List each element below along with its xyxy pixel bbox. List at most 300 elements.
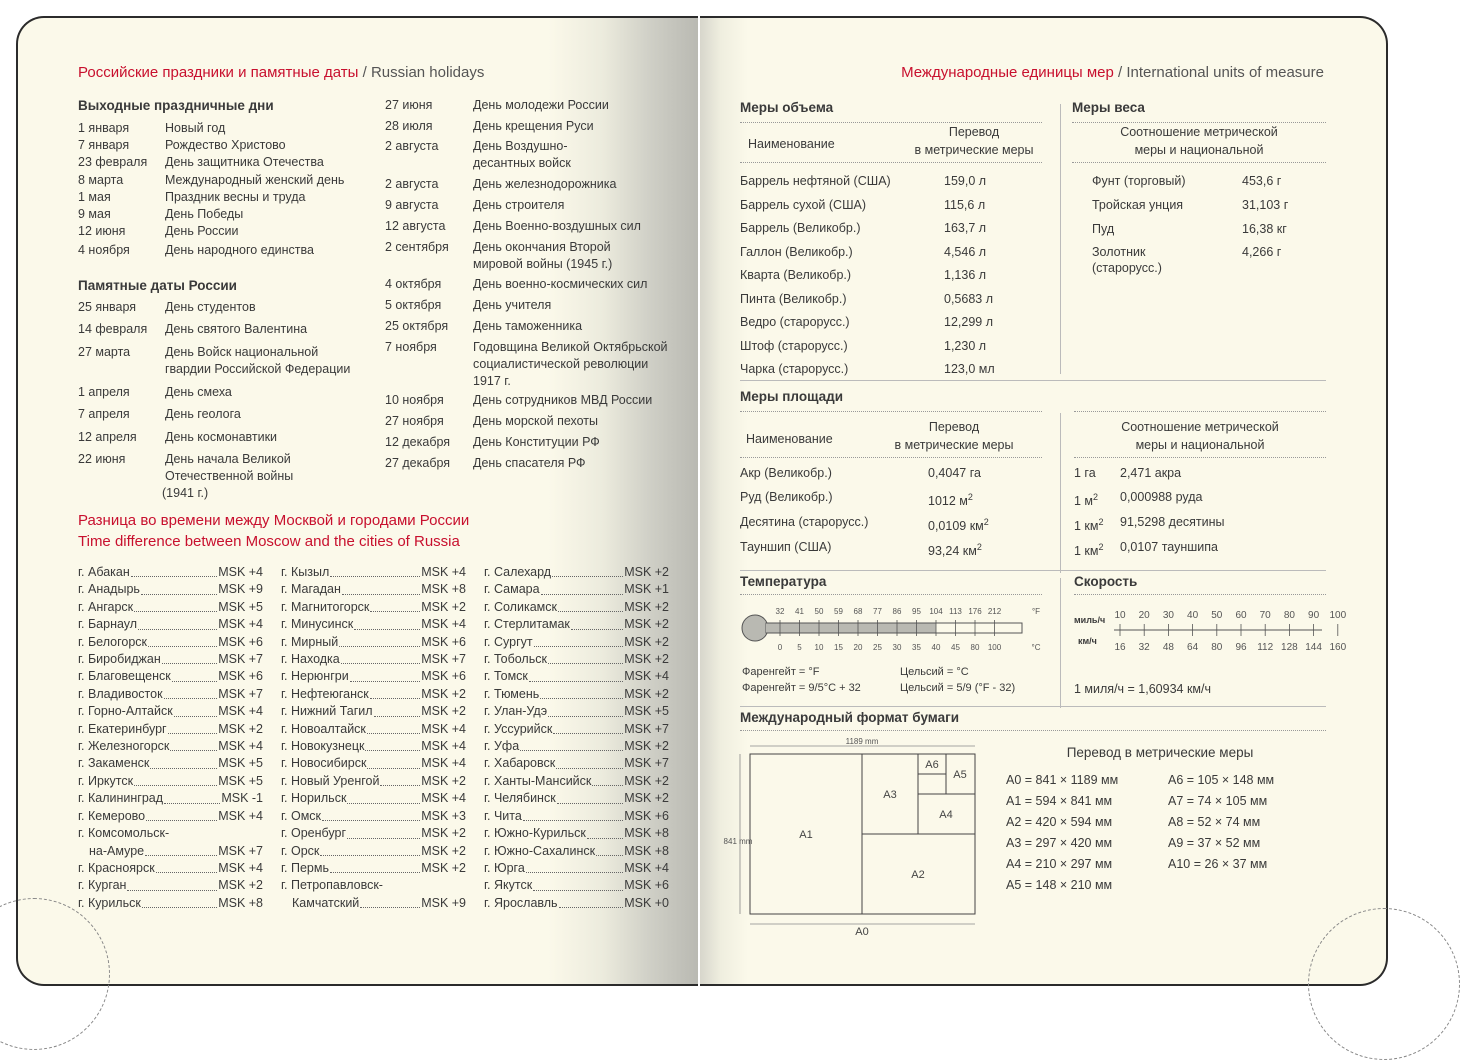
timezone-city: г. Белогорск (78, 634, 148, 649)
timezone-dots (341, 651, 420, 664)
timezone-offset: MSK +4 (421, 791, 466, 806)
timezone-dots (374, 703, 421, 716)
timezone-dots (146, 808, 217, 821)
holiday-name: День учителя (473, 298, 552, 312)
page-corner-curve (0, 898, 110, 1050)
area-value (928, 539, 982, 560)
timezone-row (281, 703, 466, 720)
holiday-date: 8 марта (78, 173, 124, 187)
holiday-date: 2 августа (385, 139, 439, 153)
area-rel-header-divider (1074, 457, 1326, 458)
speed-mph-tick: 60 (1235, 610, 1247, 621)
fahrenheit-formula: Фаренгейт = 9/5°C + 32 (742, 682, 861, 694)
paper-a6-label: A6 (925, 759, 939, 771)
timezone-row (484, 721, 669, 738)
holiday-name: Новый год (165, 121, 226, 135)
volume-value: 12,299 л (944, 315, 993, 329)
timezone-city: г. Новосибирск (281, 756, 367, 771)
area-value-text: 0,4047 га (928, 466, 981, 480)
timezone-row (484, 773, 669, 790)
timezone-dots (162, 651, 217, 664)
timezone-offset: MSK +4 (624, 860, 669, 875)
area-rel-a-text: 1 км (1074, 544, 1099, 559)
timezone-row (281, 581, 466, 598)
timezone-dots (174, 703, 217, 716)
timezone-row (78, 860, 263, 877)
timezone-row (281, 877, 466, 894)
paper-a5-label: A5 (953, 769, 967, 781)
weight-unit: Пуд (1092, 222, 1115, 236)
paper-a1-label: A1 (799, 829, 813, 841)
holiday-name: День железнодорожника (473, 177, 617, 191)
timezone-city: г. Абакан (78, 565, 130, 579)
timezone-offset: MSK +4 (218, 808, 263, 823)
timezone-city: г. Уфа (484, 739, 520, 754)
timezone-row (78, 738, 263, 755)
area-unit: Акр (Великобр.) (740, 466, 832, 480)
celsius-tick: 25 (873, 643, 882, 652)
timezone-city: г. Минусинск (281, 617, 354, 632)
timezone-dots (150, 755, 217, 768)
timezone-row (78, 668, 263, 685)
timezone-dots (142, 895, 217, 908)
volume-value: 1,136 л (944, 268, 987, 282)
holidays-title: Российские праздники и памятные даты / Russian holidays (78, 64, 485, 81)
timezone-offset: MSK +4 (421, 739, 466, 754)
holiday-name: День молодежи России (473, 98, 609, 112)
timezone-city: г. Якутск (484, 878, 533, 893)
timezone-offset: MSK +7 (624, 721, 669, 736)
timezone-offset: MSK +6 (218, 634, 263, 649)
timezone-row (78, 773, 263, 790)
temp-speed-separator (1060, 578, 1061, 708)
holiday-date: 27 марта (78, 345, 131, 359)
timezone-offset: MSK +2 (421, 826, 466, 841)
holiday-name: День строителя (473, 198, 565, 212)
fahrenheit-tick: 77 (873, 607, 882, 616)
timezone-city: г. Соликамск (484, 599, 557, 614)
timezone-city: г. Магнитогорск (281, 599, 370, 614)
area-rel-b: 0,0107 тауншипа (1120, 540, 1218, 554)
holiday-date: 25 октября (385, 319, 449, 333)
area-rel-a (1074, 514, 1104, 535)
timezone-row (281, 686, 466, 703)
fahrenheit-label: Фаренгейт = °F (742, 666, 820, 678)
holiday-date: 12 июня (78, 224, 126, 238)
timezone-row (281, 616, 466, 633)
timezone-row (281, 755, 466, 772)
volume-unit: Галлон (Великобр.) (740, 244, 853, 259)
area-unit: Тауншип (США) (740, 540, 832, 554)
holiday-date: 5 октября (385, 298, 442, 312)
holiday-date: 7 января (78, 138, 130, 152)
timezone-offset: MSK +4 (421, 756, 466, 771)
paper-size: A7 = 74 × 105 мм (1168, 794, 1268, 808)
timezone-city: г. Комсомольск- (78, 826, 170, 841)
timezone-dots (347, 790, 420, 803)
timezone-city: г. Кызыл (281, 565, 330, 579)
paper-height-label: 841 mm (723, 837, 753, 846)
timezone-city: г. Нерюнгри (281, 669, 349, 684)
timezone-dots (360, 895, 420, 908)
speed-kmh-tick: 64 (1187, 642, 1199, 653)
area-value-text: 0,0109 км (928, 519, 984, 534)
celsius-tick: 30 (892, 643, 902, 652)
timezone-offset: MSK +1 (624, 582, 669, 597)
timezone-dots (134, 599, 217, 612)
timezone-dots (347, 825, 420, 838)
holiday-name: Годовщина Великой Октябрьской (473, 340, 668, 354)
timezone-city: г. Пермь (281, 860, 329, 875)
area-separator (1060, 413, 1061, 573)
timezone-row (281, 895, 466, 912)
holiday-date: 28 июля (385, 119, 433, 133)
timezone-row (484, 703, 669, 720)
timezone-offset: MSK +2 (624, 599, 669, 614)
page-corner-curve-right (1308, 908, 1460, 1060)
celsius-tick: 40 (931, 643, 941, 652)
timezone-row (78, 843, 263, 860)
area-value (928, 465, 981, 482)
volume-value: 163,7 л (944, 221, 987, 235)
timezone-dots (587, 825, 623, 838)
weight-header-divider (1072, 162, 1326, 163)
timezone-dots (523, 808, 623, 821)
timezone-offset: MSK -1 (221, 791, 263, 806)
timezone-city: г. Юрга (484, 860, 525, 875)
volume-heading: Меры объема (740, 100, 834, 115)
holiday-name: День Конституции РФ (473, 435, 600, 449)
timezone-dots (168, 721, 218, 734)
volume-value: 0,5683 л (944, 291, 993, 306)
area-rel-col1: Соотношение метрической (1121, 420, 1279, 434)
volume-unit: Пинта (Великобр.) (740, 291, 847, 306)
volume-value: 123,0 мл (944, 362, 995, 376)
timezone-dots (571, 616, 623, 629)
timezones-title-en: Time difference between Moscow and the cities of Russia (78, 533, 460, 550)
area-value (928, 514, 989, 535)
timezone-dots (322, 808, 420, 821)
fahrenheit-tick: 68 (853, 607, 863, 616)
holiday-name: День Войск национальной (165, 345, 319, 359)
holiday-date: 14 февраля (78, 322, 148, 336)
holiday-name: День защитника Отечества (165, 155, 324, 169)
timezone-offset: MSK +5 (218, 599, 263, 614)
speed-kmh-tick: 16 (1114, 642, 1126, 653)
fahrenheit-tick: 32 (775, 607, 785, 616)
celsius-tick: 5 (797, 643, 802, 652)
timezone-offset: MSK +4 (421, 617, 466, 632)
timezone-row (484, 895, 669, 912)
speed-scale (1072, 606, 1347, 656)
fahrenheit-tick: 41 (795, 607, 804, 616)
holiday-date: 1 января (78, 121, 130, 135)
timezone-row (484, 668, 669, 685)
timezone-row (484, 581, 669, 598)
volume-col-name: Наименование (748, 137, 835, 151)
timezone-row (78, 564, 263, 581)
holiday-name: День смеха (165, 385, 232, 399)
celsius-label: Цельсий = °C (900, 666, 969, 678)
left-page (16, 16, 698, 986)
timezone-row (78, 686, 263, 703)
timezone-city: г. Норильск (281, 791, 347, 806)
timezone-city: г. Новокузнецк (281, 739, 365, 754)
timezone-city: г. Улан-Удэ (484, 704, 548, 719)
fahrenheit-tick: 50 (814, 607, 824, 616)
area-heading: Меры площади (740, 389, 844, 404)
timezone-dots (342, 581, 420, 594)
area-header-divider (740, 457, 1042, 458)
timezone-dots (529, 668, 623, 681)
timezone-dots (548, 703, 623, 716)
area-divider (740, 411, 1042, 412)
timezone-dots (131, 564, 217, 577)
timezone-offset: MSK +2 (624, 617, 669, 632)
timezone-city: г. Находка (281, 652, 340, 667)
timezone-dots (367, 721, 420, 734)
holiday-name: День геолога (165, 407, 241, 421)
speed-divider (1074, 594, 1326, 595)
timezone-city: г. Оренбург (281, 826, 347, 841)
holiday-name: Международный женский день (165, 173, 345, 187)
speed-mph-tick: 100 (1329, 610, 1347, 621)
volume-unit: Штоф (старорусс.) (740, 338, 848, 353)
weight-unit: Золотник (1092, 245, 1146, 259)
paper-size: A4 = 210 × 297 мм (1006, 857, 1113, 871)
paper-a3-label: A3 (883, 789, 897, 801)
holiday-date: 1 мая (78, 190, 111, 204)
celsius-unit: °C (1031, 643, 1041, 652)
weight-value: 31,103 г (1242, 198, 1289, 212)
timezone-dots (148, 634, 217, 647)
timezone-offset: MSK +4 (218, 860, 263, 875)
volume-value: 1,230 л (944, 338, 987, 353)
weight-col2: меры и национальной (1134, 143, 1264, 157)
area-rel-b: 0,000988 руда (1120, 490, 1203, 504)
fahrenheit-tick: 104 (929, 607, 943, 616)
paper-size: A5 = 148 × 210 мм (1006, 878, 1113, 892)
timezone-row (484, 860, 669, 877)
timezone-dots (370, 599, 420, 612)
timezone-offset: MSK +4 (218, 565, 263, 579)
timezone-city: г. Красноярск (78, 860, 155, 875)
holiday-name: День народного единства (165, 243, 314, 257)
timezone-offset: MSK +8 (421, 582, 466, 597)
timezone-dots (156, 860, 217, 873)
timezone-dots (164, 790, 220, 803)
section-divider-3 (740, 706, 1326, 707)
celsius-tick: 100 (987, 643, 1002, 652)
speed-kmh-label: км/ч (1078, 636, 1097, 646)
units-title: Международные единицы мер / International units of measure (901, 64, 1324, 81)
area-rel-a-text: 1 км (1074, 519, 1099, 534)
fahrenheit-tick: 113 (949, 607, 962, 616)
speed-kmh-tick: 32 (1138, 642, 1150, 653)
holiday-name-line2: Отечественной войны (165, 469, 294, 483)
timezone-city: г. Закаменск (78, 756, 150, 771)
timezone-dots (534, 634, 624, 647)
holiday-name: День России (165, 224, 239, 238)
timezone-offset: MSK +6 (421, 634, 466, 649)
timezone-city: г. Мирный (281, 634, 339, 649)
timezone-row (281, 721, 466, 738)
paper-heading: Международный формат бумаги (740, 710, 960, 725)
timezone-dots (354, 616, 420, 629)
timezone-city: г. Хабаровск (484, 756, 556, 771)
holiday-date: 12 августа (385, 219, 446, 233)
timezone-row (78, 634, 263, 651)
weight-value: 4,266 г (1242, 245, 1282, 259)
section-divider-1 (740, 380, 1326, 381)
timezone-offset: MSK +7 (218, 652, 263, 667)
timezone-city: г. Орск (281, 843, 320, 858)
timezone-city: г. Омск (281, 808, 322, 823)
celsius-tick: 35 (912, 643, 921, 652)
timezone-row (484, 877, 669, 894)
timezone-city: г. Горно-Алтайск (78, 704, 173, 719)
timezone-row (484, 843, 669, 860)
holiday-name: День сотрудников МВД России (473, 393, 653, 407)
holiday-name: День Воздушно- (473, 139, 568, 153)
timezone-dots (370, 686, 420, 699)
timezone-offset: MSK +8 (624, 826, 669, 841)
paper-format-diagram (723, 734, 980, 938)
timezone-offset: MSK +6 (624, 808, 669, 823)
volume-unit: Кварта (Великобр.) (740, 268, 852, 282)
timezone-row (484, 564, 669, 581)
volume-unit: Чарка (старорусс.) (740, 362, 849, 376)
timezone-offset: MSK +4 (218, 739, 263, 754)
timezone-offset: MSK +0 (624, 895, 669, 910)
timezone-offset: MSK +3 (421, 808, 466, 823)
timezone-offset: MSK +2 (421, 773, 466, 788)
speed-mph-tick: 30 (1162, 610, 1174, 621)
timezone-dots (548, 651, 623, 664)
weight-col1: Соотношение метрической (1120, 125, 1278, 139)
speed-mph-tick: 70 (1259, 610, 1271, 621)
timezone-city: г. Железногорск (78, 739, 170, 754)
volume-weight-separator (1060, 104, 1061, 374)
volume-col-conv1: Перевод (948, 125, 1000, 139)
holiday-date: 27 декабря (385, 456, 451, 470)
speed-kmh-tick: 112 (1257, 642, 1274, 653)
holiday-date: 12 апреля (78, 430, 137, 444)
celsius-tick: 80 (970, 643, 980, 652)
timezone-dots (367, 755, 420, 768)
timezone-city: г. Курган (78, 878, 127, 893)
volume-value: 159,0 л (944, 174, 987, 188)
weight-unit: Тройская унция (1092, 198, 1184, 212)
speed-mph-tick: 40 (1187, 610, 1199, 621)
paper-a2-label: A2 (911, 869, 925, 881)
fahrenheit-tick: 176 (968, 607, 982, 616)
public-holidays-heading: Выходные праздничные дни (78, 98, 274, 113)
fahrenheit-tick: 86 (892, 607, 902, 616)
volume-unit: Баррель (Великобр.) (740, 221, 861, 235)
timezone-dots (330, 564, 420, 577)
timezone-offset: MSK +4 (218, 617, 263, 632)
area-rel-b: 91,5298 десятины (1120, 515, 1225, 529)
timezone-row (281, 564, 466, 581)
paper-size: A8 = 52 × 74 мм (1168, 815, 1261, 829)
timezone-offset: MSK +4 (421, 721, 466, 736)
volume-divider (740, 122, 1042, 123)
weight-divider (1072, 122, 1326, 123)
holiday-date: 12 декабря (385, 435, 451, 449)
timezone-dots (170, 738, 217, 751)
holiday-name: День Победы (165, 207, 244, 221)
timezone-city: г. Новоалтайск (281, 721, 366, 736)
timezone-offset: MSK +2 (421, 599, 466, 614)
area-col-conv1: Перевод (928, 420, 980, 434)
holiday-name: День таможенника (473, 319, 583, 333)
speed-kmh-tick: 48 (1162, 642, 1174, 653)
timezones-column-1 (78, 564, 263, 912)
area-value-text: 1012 м (928, 494, 968, 509)
timezone-city: г. Уссурийск (484, 721, 553, 736)
timezone-offset: MSK +7 (421, 652, 466, 667)
timezone-row (281, 651, 466, 668)
timezone-dots (553, 721, 623, 734)
timezone-dots (141, 581, 217, 594)
timezone-city: г. Петропавловск- (281, 878, 383, 893)
area-col-name: Наименование (746, 432, 833, 446)
timezone-city: г. Самара (484, 582, 540, 597)
timezone-dots (145, 843, 217, 856)
timezone-dots (540, 686, 623, 699)
timezone-row (78, 651, 263, 668)
holiday-date: 9 мая (78, 207, 111, 221)
thermometer-fill (766, 624, 936, 633)
timezone-offset: MSK +9 (421, 895, 466, 910)
holiday-date: 25 января (78, 300, 137, 314)
area-rel-b: 2,471 акра (1120, 466, 1182, 480)
timezone-row (484, 755, 669, 772)
volume-unit: Баррель нефтяной (США) (740, 174, 891, 188)
fahrenheit-tick: 59 (834, 607, 843, 616)
speed-heading: Скорость (1074, 574, 1138, 589)
area-value-text: 93,24 км (928, 544, 977, 559)
timezone-city: г. Благовещенск (78, 669, 171, 684)
speed-kmh-tick: 128 (1281, 642, 1298, 653)
timezone-row (78, 721, 263, 738)
holiday-name: Рождество Христово (165, 138, 286, 152)
timezone-city: г. Салехард (484, 565, 552, 579)
timezone-row (281, 738, 466, 755)
holiday-name-line2: мировой войны (1945 г.) (473, 257, 613, 271)
timezone-offset: MSK +7 (218, 843, 263, 858)
timezone-offset: MSK +4 (421, 565, 466, 579)
timezone-dots (526, 860, 623, 873)
volume-value: 115,6 л (944, 197, 986, 212)
weight-value: 16,38 кг (1242, 222, 1287, 236)
timezone-row (78, 599, 263, 616)
weight-unit: Фунт (торговый) (1092, 174, 1186, 188)
timezone-dots (320, 843, 420, 856)
timezone-city: г. Ангарск (78, 599, 134, 614)
timezone-offset: MSK +5 (218, 756, 263, 771)
paper-size: A6 = 105 × 148 мм (1168, 773, 1275, 787)
holiday-name-line3: 1917 г. (473, 374, 511, 388)
paper-size: A3 = 297 × 420 мм (1006, 836, 1113, 850)
timezone-dots (330, 860, 420, 873)
timezone-dots (127, 877, 217, 890)
thermometer-scale (740, 600, 1050, 660)
timezone-city: г. Тюмень (484, 686, 540, 701)
timezone-row (281, 773, 466, 790)
timezone-city: г. Стерлитамак (484, 617, 570, 632)
